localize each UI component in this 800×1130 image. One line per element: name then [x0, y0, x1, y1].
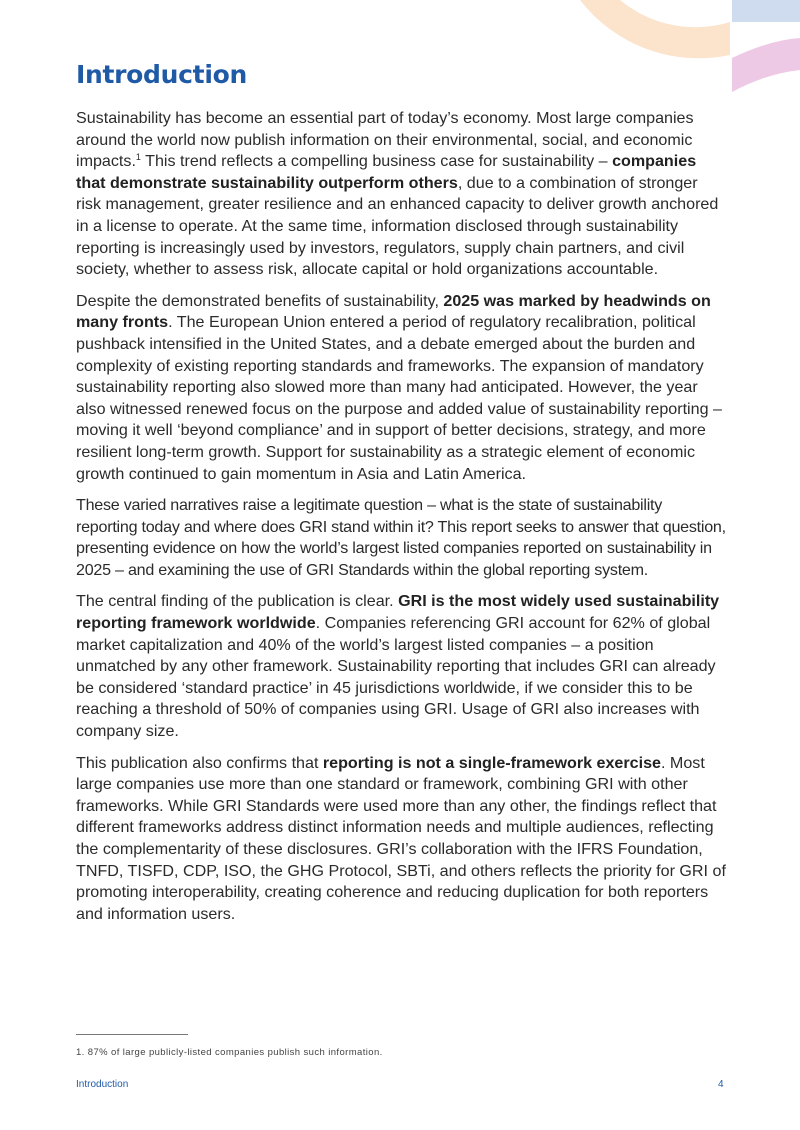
page-number: 4 — [718, 1079, 724, 1090]
paragraph-1: Sustainability has become an essential part of today’s economy. Most large companies around the world now publish information on their environmental, social, and economic impacts.$^1$ This trend reflects a compelling business case for sustainability – companies that demonstrate sustainability outperform others, due to a combination of stronger risk management, greater resilience and an enhanced capacity to deliver growth anchored in a license to operate. At the same time, information disclosed through sustainability reporting is increasingly used by investors, regulators, supply chain partners, and civil society, whether to assess risk, allocate capital or hold organizations accountable. — [76, 109, 719, 279]
paragraph-4: The central finding of the publication is clear. GRI is the most widely used sustainability reporting framework worldwide. Companies referencing GRI account for 62% of global market capitalization and 40% of the world’s largest listed companies – a position unmatched by any other framework. Sustainability reporting that includes GRI can already be considered ‘standard practice’ in 45 jurisdictions worldwide, if we consider this to be reaching a threshold of 50% of companies using GRI. Usage of GRI also increases with company size. — [76, 592, 720, 741]
body-text — [76, 108, 726, 935]
footnote: 1. 87% of large publicly-listed companies publish such information. — [76, 1047, 383, 1058]
footnote-ref[interactable]: 1 — [135, 152, 141, 163]
page-title: Introduction — [76, 60, 247, 89]
paragraph-2: Despite the demonstrated benefits of sustainability, 2025 was marked by headwinds on many fronts. The European Union entered a period of regulatory recalibration, political pushback intensified in the United States, and a debate emerged about the burden and complexity of existing reporting standards and frameworks. The expansion of mandatory sustainability reporting also slowed more than many had anticipated. However, the year also witnessed renewed focus on the purpose and added value of sustainability reporting – moving it well ‘beyond compliance’ and in support of better decisions, strategy, and more resilient long-term growth. Support for sustainability as a strategic element of economic growth continued to gain momentum in Asia and Latin America. — [76, 291, 722, 483]
corner-decoration — [580, 0, 800, 110]
blue-block — [732, 0, 800, 22]
pink-arc — [732, 38, 800, 92]
footnote-divider — [76, 1034, 188, 1035]
paragraph-3: These varied narratives raise a legitimate question – what is the state of sustainability reporting today and where does GRI stand within it? This report seeks to answer that question, presenting evidence on how the world’s largest listed companies reported on sustainability in 2025 – and examining the use of GRI Standards within the global reporting system. — [76, 496, 726, 579]
footer-section-label: Introduction — [76, 1079, 129, 1090]
paragraph-5: This publication also confirms that reporting is not a single-framework exercise. Most large companies use more than one standard or framework, combining GRI with other frameworks. While GRI Standards were used more than any other, the findings reflect that different frameworks address distinct information needs and multiple audiences, reflecting the complementarity of these disclosures. GRI’s collaboration with the IFRS Foundation, TNFD, TISFD, CDP, ISO, the GHG Protocol, SBTi, and others reflects the priority for GRI of promoting interoperability, creating coherence and reducing duplication for both reporters and information users. — [76, 753, 726, 923]
peach-arc — [580, 0, 730, 58]
